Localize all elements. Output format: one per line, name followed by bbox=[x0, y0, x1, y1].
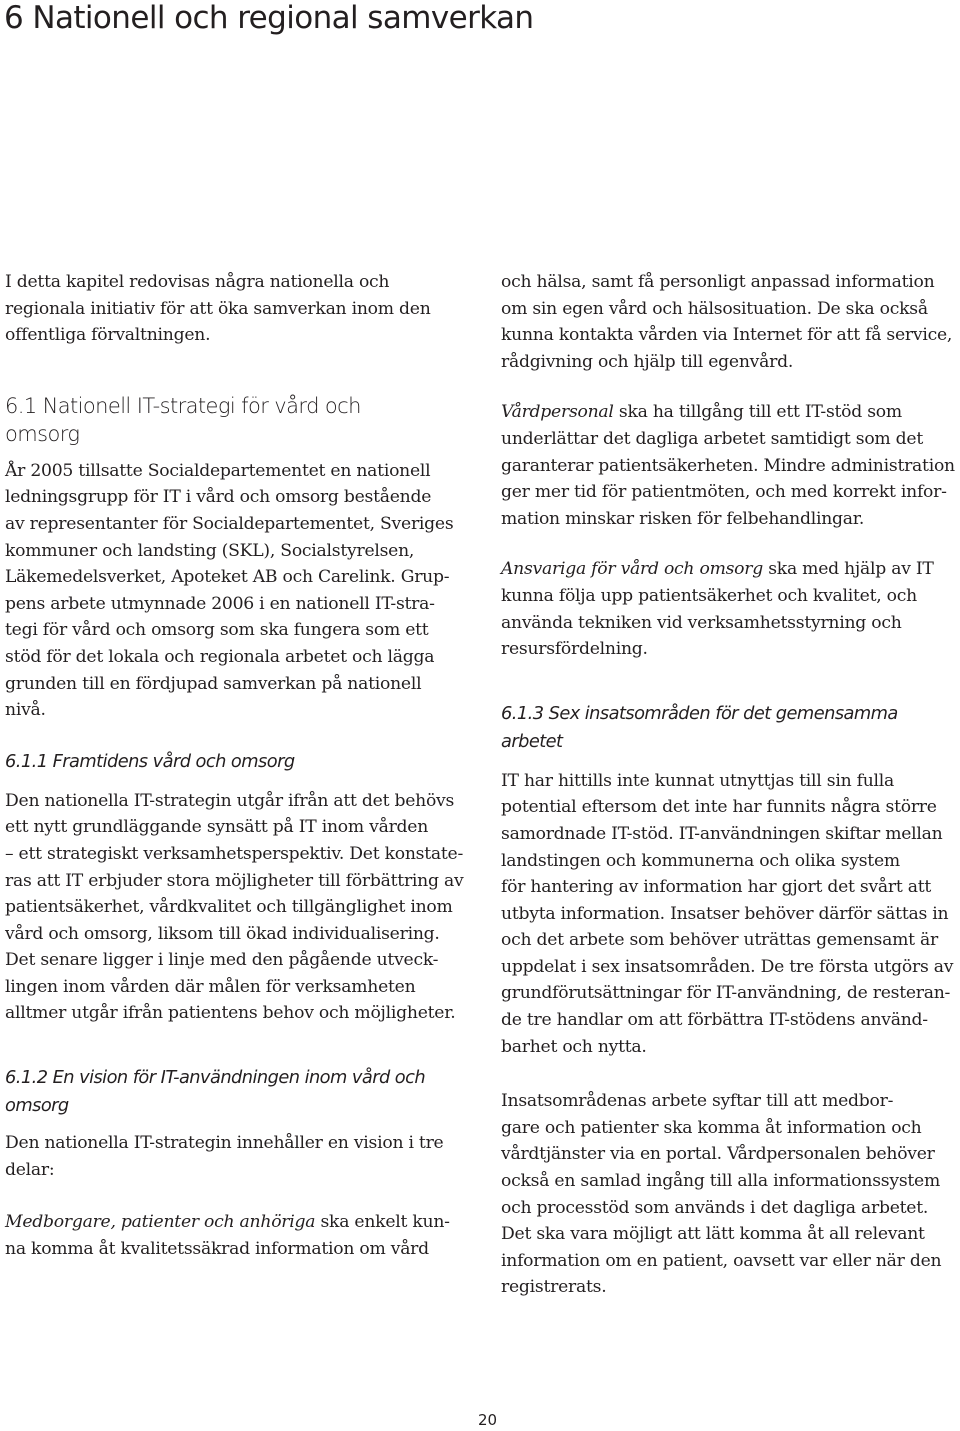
subsection-6-1-3-paragraph bbox=[501, 768, 960, 1061]
text-line: registrerats. bbox=[501, 1277, 607, 1298]
text-line: underlättar det dagliga arbetet samtidigt som det bbox=[501, 428, 924, 449]
text-line: kommuner och landsting (SKL), Socialstyrelsen, bbox=[5, 540, 415, 561]
heading-line: omsorg bbox=[5, 1095, 69, 1117]
heading-line: 6.1.1 Framtidens vård och omsorg bbox=[5, 750, 295, 772]
text-line: patientsäkerhet, vårdkvalitet och tillgänglighet inom bbox=[5, 897, 453, 918]
subsection-6-1-3-paragraph-2 bbox=[501, 1088, 960, 1301]
text-line: stöd för det lokala och regionala arbetet och lägga bbox=[5, 646, 435, 667]
text-line: offentliga förvaltningen. bbox=[5, 325, 211, 346]
text-line: av representanter för Socialdepartementet, Sveriges bbox=[5, 513, 454, 534]
text-line: garanterar patientsäkerheten. Mindre administration bbox=[501, 455, 955, 476]
text-line: ett nytt grundläggande synsätt på IT inom vården bbox=[5, 817, 429, 838]
text-line: uppdelat i sex insatsområden. De tre första utgörs av bbox=[501, 956, 954, 977]
chapter-title: 6 Nationell och regional samverkan bbox=[4, 0, 534, 36]
text-line: Ansvariga för vård och omsorg ska med hjälp av IT bbox=[501, 559, 934, 580]
text-line: för hantering av information har gjort det svårt att bbox=[501, 877, 932, 898]
text-line: om sin egen vård och hälsosituation. De ska också bbox=[501, 298, 928, 319]
text-line: ger mer tid för patientmöten, och med korrekt infor- bbox=[501, 482, 947, 503]
text-line: Medborgare, patienter och anhöriga ska enkelt kun- bbox=[5, 1212, 450, 1233]
text-line: IT har hittills inte kunnat utnyttjas till sin fulla bbox=[501, 770, 895, 791]
text-line: Den nationella IT-strategin utgår ifrån att det behövs bbox=[5, 790, 455, 811]
page-number: 20 bbox=[478, 1411, 498, 1429]
heading-line: arbetet bbox=[501, 730, 563, 752]
text-line: vård och omsorg, liksom till ökad individualisering. bbox=[5, 923, 440, 944]
right-column bbox=[501, 269, 960, 1301]
text-line: ras att IT erbjuder stora möjligheter till förbättring av bbox=[5, 870, 464, 891]
text-line: rådgivning och hjälp till egenvård. bbox=[501, 351, 794, 372]
text-line: också en samlad ingång till alla informationssystem bbox=[501, 1171, 941, 1192]
text-line: vårdtjänster via en portal. Vårdpersonalen behöver bbox=[501, 1144, 935, 1165]
section-6-1-paragraph bbox=[5, 458, 465, 724]
text-line: resursfördelning. bbox=[501, 639, 648, 660]
text-line: gare och patienter ska komma åt information och bbox=[501, 1117, 922, 1138]
heading-line: 6.1 Nationell IT-strategi för vård och bbox=[5, 393, 361, 418]
text-line: tegi för vård och omsorg som ska fungera som ett bbox=[5, 620, 429, 641]
text-line: År 2005 tillsatte Socialdepartementet en nationell bbox=[5, 460, 431, 481]
text-line: Det ska vara möjligt att lätt komma åt all relevant bbox=[501, 1224, 925, 1245]
subsection-heading-6-1-3 bbox=[501, 700, 960, 756]
text-line: – ett strategiskt verksamhetsperspektiv. Det konstate- bbox=[5, 843, 464, 864]
text-line: nivå. bbox=[5, 700, 46, 721]
text-line: lingen inom vården där målen för verksamheten bbox=[5, 976, 416, 997]
text-line: kunna kontakta vården via Internet för att få service, bbox=[501, 325, 953, 346]
text-line: landstingen och kommunerna och olika system bbox=[501, 850, 900, 871]
text-line: information om en patient, oavsett var eller när den bbox=[501, 1250, 942, 1271]
intro-paragraph bbox=[5, 269, 465, 349]
subsection-heading-6-1-1 bbox=[5, 748, 465, 776]
heading-line: 6.1.3 Sex insatsområden för det gemensamma bbox=[501, 702, 898, 724]
section-heading-6-1 bbox=[5, 392, 465, 448]
text-line: ledningsgrupp för IT i vård och omsorg bestående bbox=[5, 487, 432, 508]
text-line: I detta kapitel redovisas några nationella och bbox=[5, 272, 390, 292]
text-line: Vårdpersonal ska ha tillgång till ett IT-stöd som bbox=[501, 402, 902, 423]
text-line: Insatsområdenas arbete syftar till att medbor- bbox=[501, 1091, 894, 1112]
vision-staff-paragraph bbox=[501, 399, 960, 532]
vision-citizens-paragraph bbox=[5, 1209, 465, 1262]
text-line: Den nationella IT-strategin innehåller en vision i tre bbox=[5, 1133, 444, 1154]
vision-citizens-continued bbox=[501, 269, 960, 375]
text-line: grunden till en fördjupad samverkan på nationell bbox=[5, 673, 422, 694]
vision-managers-term: Ansvariga för vård och omsorg bbox=[501, 559, 764, 580]
subsection-heading-6-1-2 bbox=[5, 1064, 465, 1120]
text-line: alltmer utgår ifrån patientens behov och möjligheter. bbox=[5, 1003, 456, 1024]
text-line: potential eftersom det inte har funnits några större bbox=[501, 797, 937, 818]
text-line: na komma åt kvalitetssäkrad information om vård bbox=[5, 1238, 429, 1259]
text-line: de tre handlar om att förbättra IT-stödens använd- bbox=[501, 1010, 928, 1031]
text-line: och hälsa, samt få personligt anpassad information bbox=[501, 272, 935, 292]
text-line: använda tekniken vid verksamhetsstyrning och bbox=[501, 612, 902, 633]
text-line: barhet och nytta. bbox=[501, 1036, 647, 1057]
heading-line: omsorg bbox=[5, 421, 80, 446]
text-line: och processtöd som används i det dagliga arbetet. bbox=[501, 1197, 929, 1218]
subsection-6-1-1-paragraph bbox=[5, 788, 465, 1027]
text-line: grundförutsättningar för IT-användning, de resteran- bbox=[501, 983, 951, 1004]
text-line: Läkemedelsverket, Apoteket AB och Carelink. Grup- bbox=[5, 567, 450, 588]
text-line: mation minskar risken för felbehandlingar. bbox=[501, 508, 865, 529]
left-column bbox=[5, 269, 465, 1262]
text-line: utbyta information. Insatser behöver därför sättas in bbox=[501, 903, 949, 924]
subsection-6-1-2-paragraph bbox=[5, 1130, 465, 1183]
vision-staff-term: Vårdpersonal bbox=[501, 402, 614, 423]
text-line: pens arbete utmynnade 2006 i en nationell IT-stra- bbox=[5, 593, 435, 614]
vision-managers-paragraph bbox=[501, 556, 960, 662]
text-line: och det arbete som behöver uträttas gemensamt är bbox=[501, 930, 939, 951]
text-line: kunna följa upp patientsäkerhet och kvalitet, och bbox=[501, 585, 917, 606]
vision-citizens-term: Medborgare, patienter och anhöriga bbox=[5, 1212, 316, 1233]
text-line: delar: bbox=[5, 1159, 55, 1180]
text-line: regionala initiativ för att öka samverkan inom den bbox=[5, 298, 431, 319]
heading-line: 6.1.2 En vision för IT-användningen inom vård och bbox=[5, 1067, 426, 1089]
text-line: samordnade IT-stöd. IT-användningen skiftar mellan bbox=[501, 823, 943, 844]
text-line: Det senare ligger i linje med den pågående utveck- bbox=[5, 950, 439, 971]
